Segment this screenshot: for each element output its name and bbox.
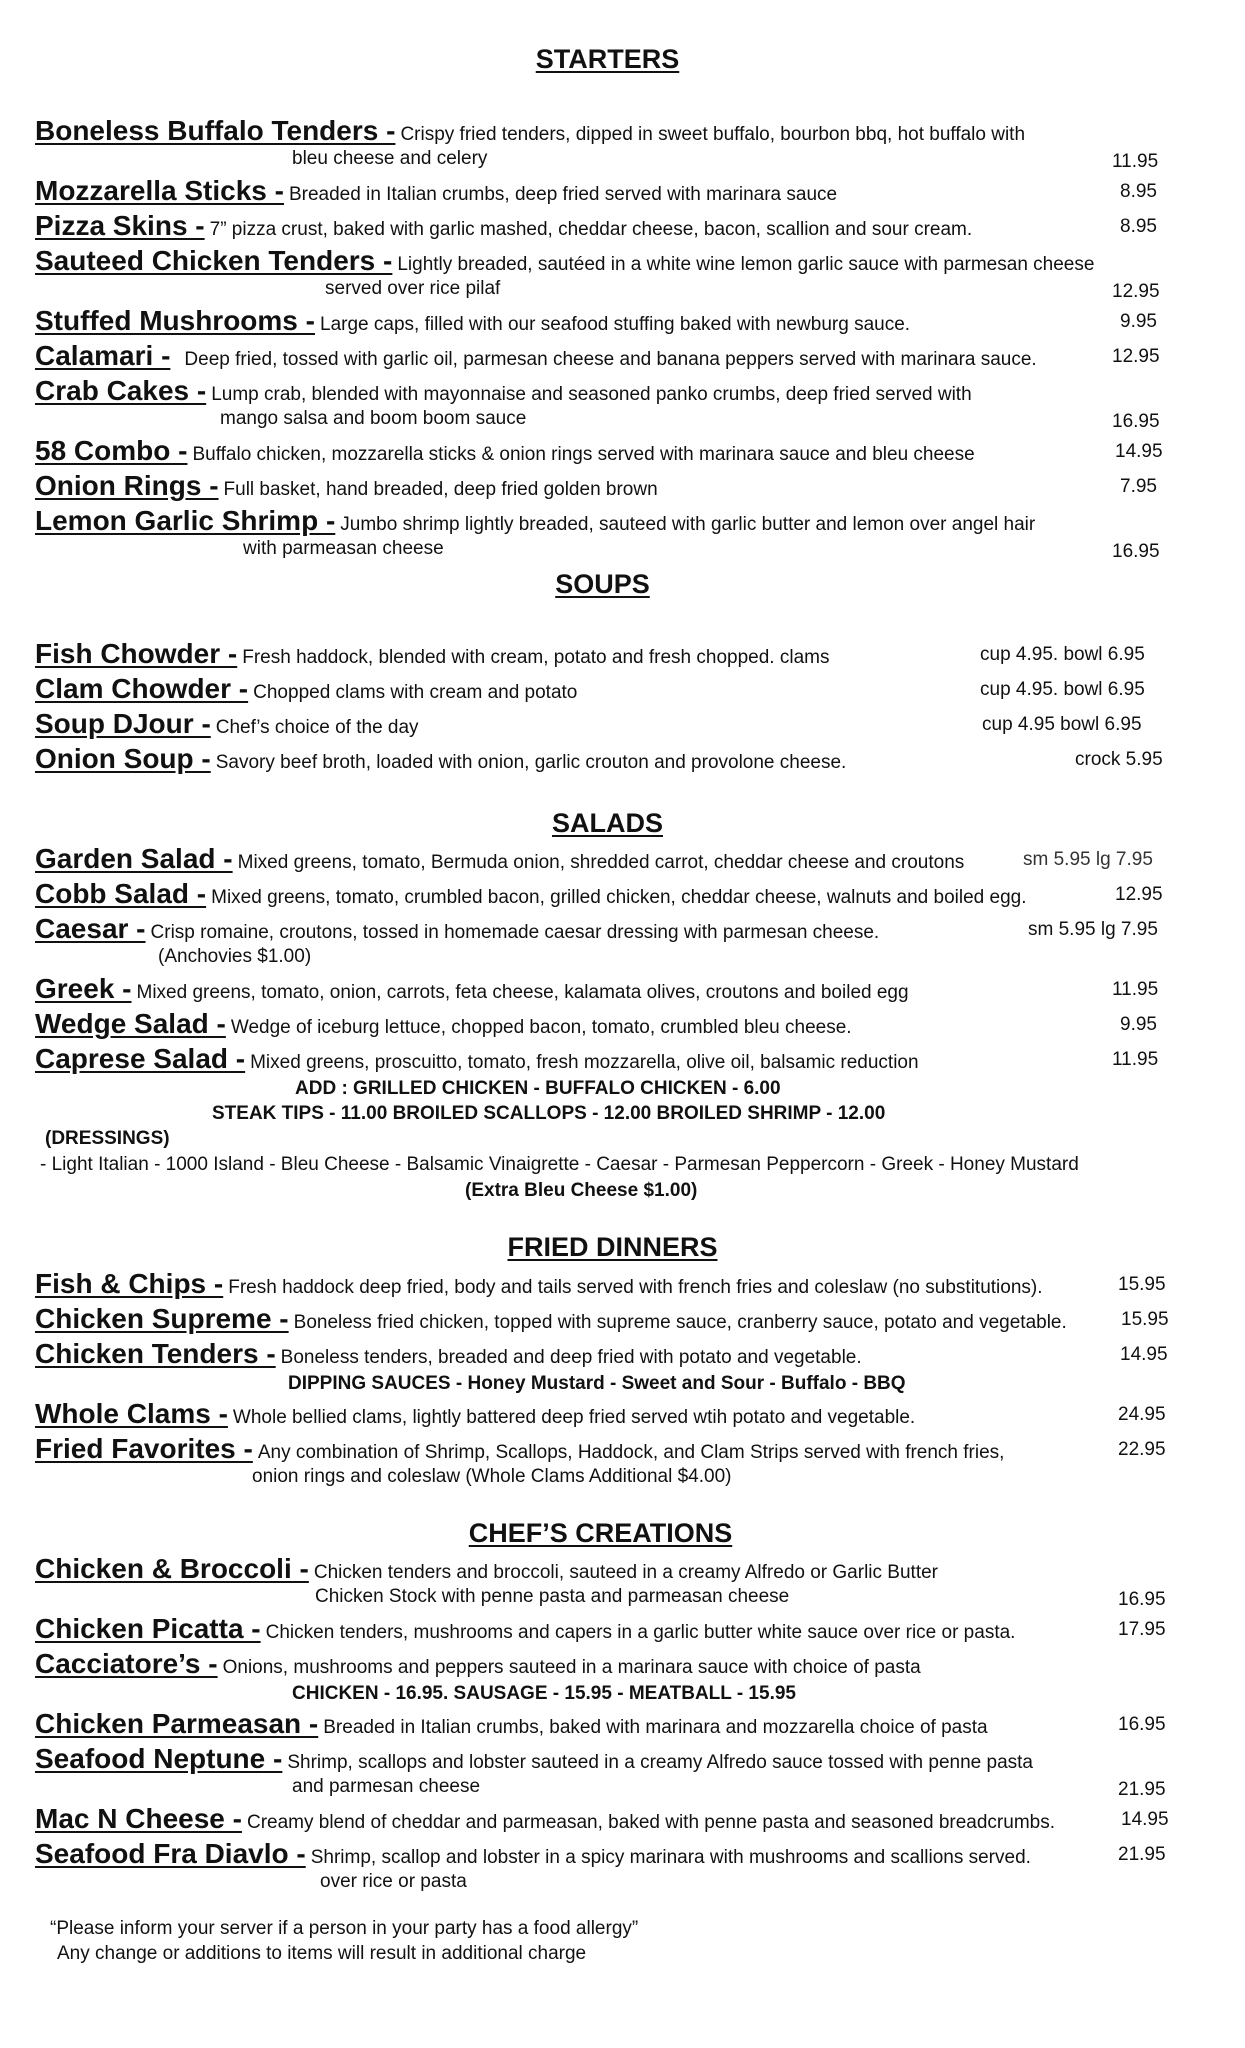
menu-item-whole-clams bbox=[35, 1398, 1200, 1431]
menu-item-cacciatores bbox=[35, 1648, 1200, 1681]
menu-item-chicken-picatta bbox=[35, 1613, 1200, 1646]
item-name: Pizza Skins - bbox=[35, 210, 205, 241]
item-price: 8.95 bbox=[1120, 181, 1157, 202]
item-price: 7.95 bbox=[1120, 476, 1157, 497]
menu-item-seafood-fra-diavlo bbox=[35, 1838, 1200, 1892]
item-description: Crispy fried tenders, dipped in sweet buffalo, bourbon bbq, hot buffalo with bbox=[400, 124, 1026, 145]
menu-item-mac-n-cheese bbox=[35, 1803, 1200, 1836]
item-price: sm 5.95 lg 7.95 bbox=[1023, 849, 1153, 870]
item-description: Mixed greens, tomato, onion, carrots, feta cheese, kalamata olives, croutons and boiled egg bbox=[136, 982, 909, 1003]
salad-add-ons-2: STEAK TIPS - 11.00 BROILED SCALLOPS - 12.00 BROILED SHRIMP - 12.00 bbox=[212, 1103, 886, 1124]
item-price: 9.95 bbox=[1120, 1014, 1157, 1035]
menu-item-fried-favorites bbox=[35, 1433, 1200, 1487]
item-name: Seafood Fra Diavlo - bbox=[35, 1838, 306, 1869]
item-name: Whole Clams - bbox=[35, 1398, 228, 1429]
menu-item-caesar bbox=[35, 913, 1200, 967]
item-price: 21.95 bbox=[1118, 1844, 1166, 1865]
item-description: Shrimp, scallops and lobster sauteed in a creamy Alfredo sauce tossed with penne pasta bbox=[287, 1752, 1033, 1773]
item-name: Onion Soup - bbox=[35, 743, 211, 774]
item-price: 15.95 bbox=[1118, 1274, 1166, 1295]
menu-item-caprese-salad bbox=[35, 1043, 1200, 1076]
item-name: 58 Combo - bbox=[35, 435, 188, 466]
dressings-list: - Light Italian - 1000 Island - Bleu Cheese - Balsamic Vinaigrette - Caesar - Parmesan Peppercorn - Greek - Honey Mustard bbox=[40, 1154, 1079, 1175]
item-name: Mac N Cheese - bbox=[35, 1803, 242, 1834]
item-price: crock 5.95 bbox=[1075, 749, 1163, 770]
cacciatore-prices: CHICKEN - 16.95. SAUSAGE - 15.95 - MEATBALL - 15.95 bbox=[292, 1683, 796, 1704]
item-name: Stuffed Mushrooms - bbox=[35, 305, 315, 336]
item-price: 14.95 bbox=[1115, 441, 1163, 462]
menu-item-crab-cakes bbox=[35, 375, 1200, 432]
starters-heading: STARTERS bbox=[535, 44, 680, 74]
menu-item-cobb-salad bbox=[35, 878, 1200, 911]
item-description: Fresh haddock, blended with cream, potato and fresh chopped. clams bbox=[242, 647, 830, 668]
menu-item-fish-and-chips bbox=[35, 1268, 1200, 1301]
menu-item-lemon-garlic-shrimp bbox=[35, 505, 1200, 562]
item-name: Cobb Salad - bbox=[35, 878, 207, 909]
item-price: 17.95 bbox=[1118, 1619, 1166, 1640]
item-name: Boneless Buffalo Tenders - bbox=[35, 115, 396, 146]
item-price: 11.95 bbox=[1112, 979, 1159, 1000]
item-description: Onions, mushrooms and peppers sauteed in a marinara sauce with choice of pasta bbox=[222, 1657, 921, 1678]
item-description: Mixed greens, proscuitto, tomato, fresh mozzarella, olive oil, balsamic reduction bbox=[250, 1052, 919, 1073]
item-description: Boneless tenders, breaded and deep fried with potato and vegetable. bbox=[280, 1347, 862, 1368]
menu-item-garden-salad bbox=[35, 843, 1200, 876]
menu-item-fish-chowder bbox=[35, 638, 1200, 671]
item-description-continued: over rice or pasta bbox=[320, 1871, 467, 1892]
item-description: Large caps, filled with our seafood stuffing baked with newburg sauce. bbox=[320, 314, 911, 335]
menu-item-onion-soup bbox=[35, 743, 1200, 776]
item-description: Buffalo chicken, mozzarella sticks & onion rings served with marinara sauce and bleu cheese bbox=[192, 444, 975, 465]
item-description: Shrimp, scallop and lobster in a spicy marinara with mushrooms and scallions served. bbox=[310, 1847, 1031, 1868]
item-description: Chicken tenders and broccoli, sauteed in a creamy Alfredo or Garlic Butter bbox=[313, 1562, 938, 1583]
item-description: Any combination of Shrimp, Scallops, Haddock, and Clam Strips served with french fries, bbox=[257, 1442, 1005, 1463]
item-price: cup 4.95. bowl 6.95 bbox=[980, 644, 1145, 665]
item-name: Crab Cakes - bbox=[35, 375, 207, 406]
salads-heading: SALADS bbox=[551, 808, 663, 838]
item-name: Chicken Supreme - bbox=[35, 1303, 289, 1334]
item-price: 11.95 bbox=[1112, 151, 1159, 172]
dipping-sauces: DIPPING SAUCES - Honey Mustard - Sweet and Sour - Buffalo - BBQ bbox=[288, 1373, 906, 1394]
menu-item-chicken-supreme bbox=[35, 1303, 1200, 1336]
item-description: Wedge of iceburg lettuce, chopped bacon, tomato, crumbled bleu cheese. bbox=[230, 1017, 852, 1038]
menu-item-stuffed-mushrooms bbox=[35, 305, 1200, 338]
item-description-continued: bleu cheese and celery bbox=[292, 148, 488, 169]
item-description: Crisp romaine, croutons, tossed in homemade caesar dressing with parmesan cheese. bbox=[150, 922, 880, 943]
menu-item-calamari bbox=[35, 340, 1200, 373]
menu-item-clam-chowder bbox=[35, 673, 1200, 706]
item-price: cup 4.95. bowl 6.95 bbox=[980, 679, 1145, 700]
item-description: Mixed greens, tomato, Bermuda onion, shredded carrot, cheddar cheese and croutons bbox=[237, 852, 965, 873]
item-name: Seafood Neptune - bbox=[35, 1743, 283, 1774]
item-description-continued: (Anchovies $1.00) bbox=[158, 946, 312, 967]
item-price: 16.95 bbox=[1118, 1589, 1166, 1610]
item-price: 8.95 bbox=[1120, 216, 1157, 237]
item-description: Boneless fried chicken, topped with supreme sauce, cranberry sauce, potato and vegetable. bbox=[293, 1312, 1067, 1333]
item-price: cup 4.95 bowl 6.95 bbox=[982, 714, 1142, 735]
item-description: Lump crab, blended with mayonnaise and seasoned panko crumbs, deep fried served with bbox=[211, 384, 972, 405]
item-name: Caprese Salad - bbox=[35, 1043, 246, 1074]
item-name: Onion Rings - bbox=[35, 470, 219, 501]
item-description: Mixed greens, tomato, crumbled bacon, grilled chicken, cheddar cheese, walnuts and boiled egg. bbox=[211, 887, 1027, 908]
menu-item-wedge-salad bbox=[35, 1008, 1200, 1041]
item-price: 16.95 bbox=[1112, 411, 1160, 432]
menu-item-chicken-and-broccoli bbox=[35, 1553, 1200, 1610]
item-name: Wedge Salad - bbox=[35, 1008, 226, 1039]
item-description-continued: with parmeasan cheese bbox=[243, 538, 444, 559]
menu-item-chicken-tenders bbox=[35, 1338, 1200, 1371]
item-description: Chopped clams with cream and potato bbox=[253, 682, 578, 703]
item-name: Lemon Garlic Shrimp - bbox=[35, 505, 336, 536]
item-description-continued: onion rings and coleslaw (Whole Clams Additional $4.00) bbox=[252, 1466, 732, 1487]
item-price: 16.95 bbox=[1112, 541, 1160, 562]
menu-item-seafood-neptune bbox=[35, 1743, 1200, 1800]
fried-dinners-heading: FRIED DINNERS bbox=[507, 1232, 718, 1262]
menu-item-sauteed-chicken-tenders bbox=[35, 245, 1200, 302]
item-name: Caesar - bbox=[35, 913, 146, 944]
item-description-continued: mango salsa and boom boom sauce bbox=[220, 408, 527, 429]
item-description: Full basket, hand breaded, deep fried golden brown bbox=[223, 479, 658, 500]
item-description: Chicken tenders, mushrooms and capers in a garlic butter white sauce over rice or pasta. bbox=[265, 1622, 1016, 1643]
item-name: Fried Favorites - bbox=[35, 1433, 253, 1464]
change-charge-notice: Any change or additions to items will result in additional charge bbox=[57, 1943, 587, 1964]
menu-item-greek bbox=[35, 973, 1200, 1006]
menu-item-pizza-skins bbox=[35, 210, 1200, 243]
chefs-creations-heading: CHEF’S CREATIONS bbox=[468, 1518, 733, 1548]
item-price: 14.95 bbox=[1120, 1344, 1168, 1365]
item-price: 14.95 bbox=[1121, 1809, 1169, 1830]
item-price: 21.95 bbox=[1118, 1779, 1166, 1800]
item-description-continued: Chicken Stock with penne pasta and parmeasan cheese bbox=[315, 1586, 790, 1607]
item-description: Jumbo shrimp lightly breaded, sauteed with garlic butter and lemon over angel hair bbox=[340, 514, 1036, 535]
item-name: Sauteed Chicken Tenders - bbox=[35, 245, 393, 276]
item-price: 24.95 bbox=[1118, 1404, 1166, 1425]
item-description-continued: served over rice pilaf bbox=[325, 278, 501, 299]
item-price: 22.95 bbox=[1118, 1439, 1166, 1460]
extra-bleu-cheese: (Extra Bleu Cheese $1.00) bbox=[465, 1180, 698, 1201]
item-price: 12.95 bbox=[1115, 884, 1163, 905]
item-price: 16.95 bbox=[1118, 1714, 1166, 1735]
item-price: 9.95 bbox=[1120, 311, 1157, 332]
item-price: sm 5.95 lg 7.95 bbox=[1028, 919, 1158, 940]
salad-add-ons: ADD : GRILLED CHICKEN - BUFFALO CHICKEN - 6.00 bbox=[295, 1078, 781, 1099]
menu-item-soup-djour bbox=[35, 708, 1200, 741]
item-price: 11.95 bbox=[1112, 1049, 1159, 1070]
item-description: Whole bellied clams, lightly battered deep fried served wtih potato and vegetable. bbox=[232, 1407, 916, 1428]
item-price: 12.95 bbox=[1112, 346, 1160, 367]
item-name: Soup DJour - bbox=[35, 708, 211, 739]
item-description: 7” pizza crust, baked with garlic mashed, cheddar cheese, bacon, scallion and sour cream. bbox=[209, 219, 973, 240]
item-name: Chicken Tenders - bbox=[35, 1338, 276, 1369]
allergy-notice: “Please inform your server if a person in your party has a food allergy” bbox=[50, 1918, 639, 1939]
item-description: Fresh haddock deep fried, body and tails served with french fries and coleslaw (no substitutions). bbox=[228, 1277, 1043, 1298]
item-description-continued: and parmesan cheese bbox=[292, 1776, 481, 1797]
item-description: Deep fried, tossed with garlic oil, parmesan cheese and banana peppers served with marinara sauce. bbox=[184, 349, 1037, 370]
item-description: Lightly breaded, sautéed in a white wine lemon garlic sauce with parmesan cheese bbox=[397, 254, 1095, 275]
item-name: Fish & Chips - bbox=[35, 1268, 224, 1299]
item-name: Calamari - bbox=[35, 340, 171, 371]
item-name: Greek - bbox=[35, 973, 132, 1004]
item-name: Fish Chowder - bbox=[35, 638, 238, 669]
item-price: 15.95 bbox=[1121, 1309, 1169, 1330]
item-name: Mozzarella Sticks - bbox=[35, 175, 284, 206]
item-description: Chef’s choice of the day bbox=[215, 717, 419, 738]
item-name: Clam Chowder - bbox=[35, 673, 249, 704]
item-description: Creamy blend of cheddar and parmeasan, baked with penne pasta and seasoned breadcrumbs. bbox=[246, 1812, 1055, 1833]
menu-item-onion-rings bbox=[35, 470, 1200, 503]
item-price: 12.95 bbox=[1112, 281, 1160, 302]
menu-item-mozzarella-sticks bbox=[35, 175, 1200, 208]
item-name: Chicken Picatta - bbox=[35, 1613, 261, 1644]
soups-heading: SOUPS bbox=[555, 569, 650, 599]
item-description: Savory beef broth, loaded with onion, garlic crouton and provolone cheese. bbox=[215, 752, 847, 773]
menu-item-chicken-parmeasan bbox=[35, 1708, 1200, 1741]
item-description: Breaded in Italian crumbs, deep fried served with marinara sauce bbox=[288, 184, 838, 205]
item-name: Garden Salad - bbox=[35, 843, 233, 874]
item-name: Chicken Parmeasan - bbox=[35, 1708, 319, 1739]
menu-item-58-combo bbox=[35, 435, 1200, 468]
item-description: Breaded in Italian crumbs, baked with marinara and mozzarella choice of pasta bbox=[323, 1717, 988, 1738]
dressings-title: (DRESSINGS) bbox=[45, 1128, 170, 1149]
item-name: Cacciatore’s - bbox=[35, 1648, 218, 1679]
item-name: Chicken & Broccoli - bbox=[35, 1553, 309, 1584]
menu-item-boneless-buffalo-tenders bbox=[35, 115, 1200, 172]
